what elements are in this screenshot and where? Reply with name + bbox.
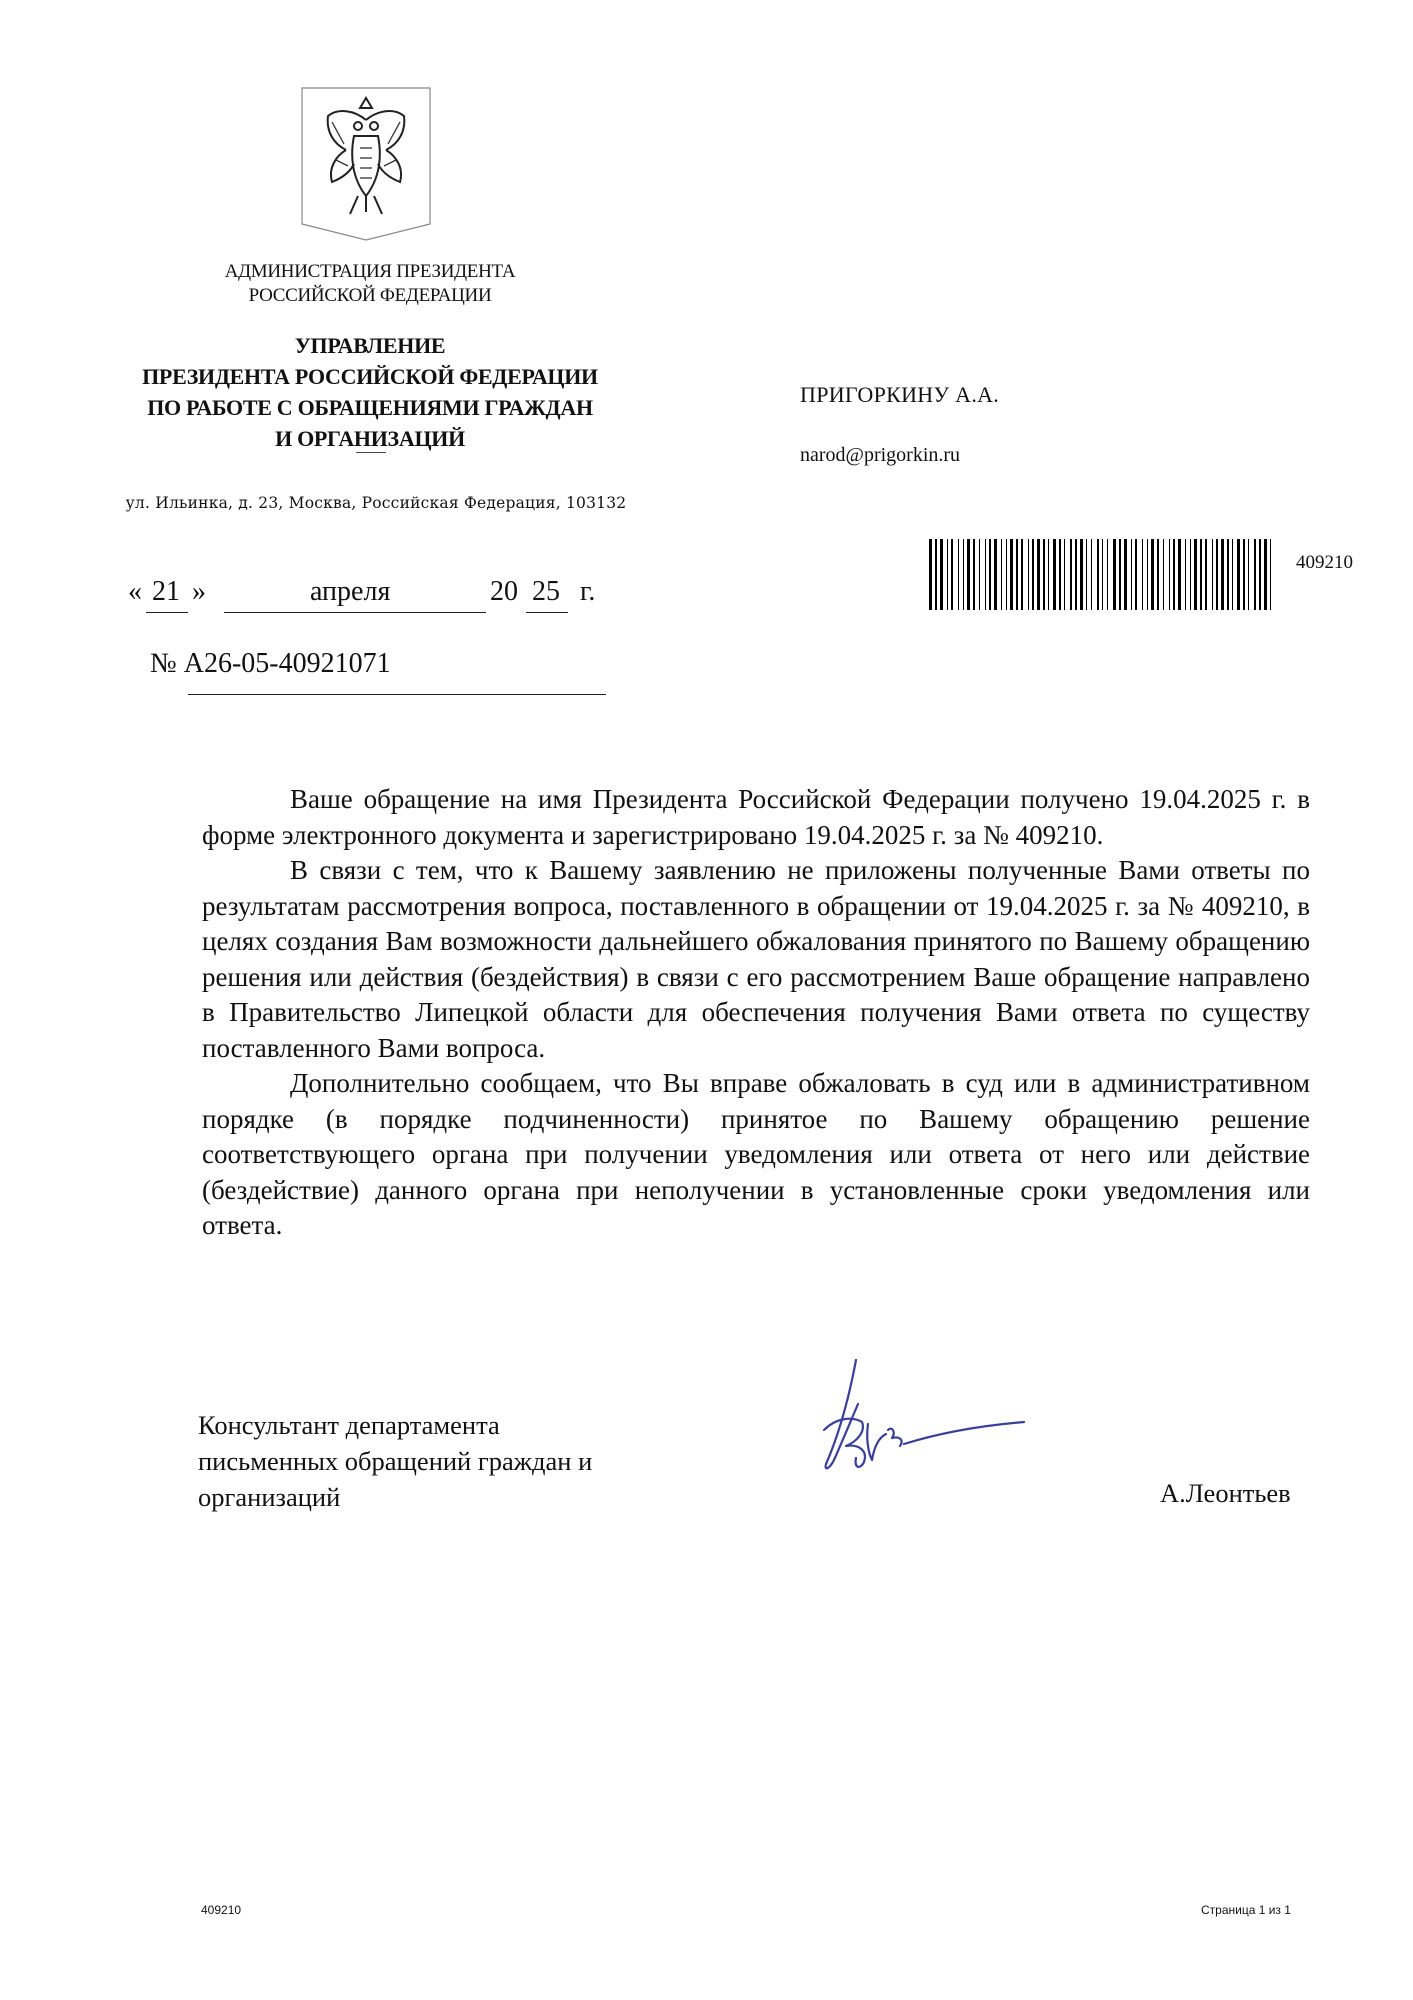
doc-number-prefix: №	[150, 648, 177, 679]
coat-of-arms-icon	[298, 86, 434, 242]
barcode-number: 409210	[1296, 552, 1353, 573]
handwritten-signature	[796, 1352, 1036, 1508]
date-year-prefix: 20	[490, 576, 518, 607]
department-header	[110, 330, 630, 454]
signer-title-line-1: Консультант департамента	[198, 1410, 500, 1440]
footer-page-number: Страница 1 из 1	[1201, 1903, 1291, 1917]
body-paragraph-1: Ваше обращение на имя Президента Российской Федерации получено 19.04.2025 г. в форме электронного документа и зарегистрировано 19.04.2025 г. за № 409210.	[202, 784, 1310, 850]
signer-title-line-3: организаций	[198, 1482, 341, 1512]
date-close-quote: »	[192, 576, 206, 607]
signer-name: А.Леонтьев	[1160, 1478, 1291, 1508]
admin-line-2: РОССИЙСКОЙ ФЕДЕРАЦИИ	[248, 285, 492, 306]
dept-line-3: ПО РАБОТЕ С ОБРАЩЕНИЯМИ ГРАЖДАН	[147, 395, 593, 420]
recipient-name: ПРИГОРКИНУ А.А.	[800, 382, 1000, 407]
date-year-underline	[526, 612, 568, 613]
signer-title-line-2: письменных обращений граждан и	[198, 1446, 593, 1476]
dept-line-1: УПРАВЛЕНИЕ	[294, 333, 446, 358]
date-day-underline	[146, 612, 188, 613]
signer-title	[198, 1407, 678, 1515]
admin-line-1: АДМИНИСТРАЦИЯ ПРЕЗИДЕНТА	[224, 261, 516, 282]
date-year-unit: г.	[580, 576, 596, 607]
dept-line-4: И ОРГАНИЗАЦИЙ	[275, 426, 465, 451]
document-date	[128, 576, 628, 620]
date-day: 21	[152, 576, 180, 607]
doc-number-value: А26-05-40921071	[183, 648, 391, 679]
barcode	[927, 539, 1276, 610]
date-month: апреля	[310, 576, 391, 607]
letter-body	[202, 782, 1310, 1244]
date-month-underline	[224, 612, 486, 613]
administration-header	[180, 260, 560, 308]
sender-address: ул. Ильинка, д. 23, Москва, Российская Федерация, 103132	[125, 494, 627, 512]
footer-id: 409210	[201, 1903, 242, 1917]
body-paragraph-2: В связи с тем, что к Вашему заявлению не приложены полученные Вами ответы по результатам рассмотрения вопроса, поставленного в обращении от 19.04.2025 г. за № 409210, в целях создания Вам возможности дальнейшего обжалования принятого по Вашему обращению решения или действия (бездействия) в связи с его рассмотрением Ваше обращение направлено в Правительство Липецкой области для обеспечения получения Вами ответа по существу поставленного Вами вопроса.	[202, 855, 1310, 1063]
header-divider	[356, 452, 386, 453]
dept-line-2: ПРЕЗИДЕНТА РОССИЙСКОЙ ФЕДЕРАЦИИ	[142, 364, 598, 389]
recipient-email: narod@prigorkin.ru	[800, 444, 961, 466]
date-year-suffix: 25	[532, 576, 560, 607]
doc-number-underline	[188, 694, 606, 695]
body-paragraph-3: Дополнительно сообщаем, что Вы вправе обжаловать в суд или в административном порядке (в порядке подчиненности) принятое по Вашему обращению решение соответствующего органа при получении уведомления или ответа от него или действие (бездействие) данного органа при неполучении в установленные сроки уведомления или ответа.	[202, 1068, 1310, 1240]
date-open-quote: «	[128, 576, 142, 607]
document-number	[150, 648, 391, 680]
